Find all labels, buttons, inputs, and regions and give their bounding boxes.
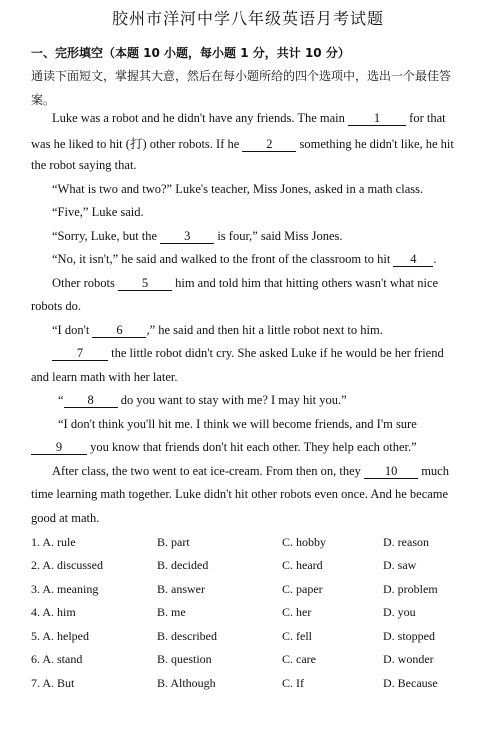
- passage-line: [31, 440, 417, 455]
- text: .: [433, 252, 437, 266]
- blank-1: 1: [348, 112, 406, 126]
- blank-8: 8: [64, 394, 118, 408]
- passage-line: [31, 134, 454, 152]
- blank-2: 2: [242, 138, 296, 152]
- text: much: [418, 464, 449, 478]
- option-d[interactable]: D. stopped: [383, 629, 435, 643]
- option-a[interactable]: 7. A. But: [31, 676, 75, 690]
- passage-line: robots do.: [31, 299, 81, 313]
- passage-line: time learning math together. Luke didn't hit other robots even once. And he became: [31, 487, 449, 501]
- text: After class, the two went to eat ice-cream. From then on, they: [52, 464, 365, 478]
- passage-line: good at math.: [31, 511, 100, 525]
- text: ,” he said and then hit a little robot next to him.: [146, 323, 383, 337]
- blank-3: 3: [160, 230, 214, 244]
- text: is four,” said Miss Jones.: [214, 229, 343, 243]
- option-d[interactable]: D. wonder: [383, 652, 434, 666]
- option-b[interactable]: B. answer: [157, 582, 205, 596]
- text: you know that friends don't hit each other. They help each other.”: [87, 440, 417, 454]
- option-a[interactable]: 2. A. discussed: [31, 558, 103, 572]
- option-d[interactable]: D. saw: [383, 558, 417, 572]
- option-a[interactable]: 5. A. helped: [31, 629, 89, 643]
- passage-line: “Five,” Luke said.: [52, 205, 144, 219]
- passage-line: the robot saying that.: [31, 158, 137, 172]
- instructions: 通读下面短文，掌握其大意，然后在每小题所给的四个选项中，选出一个最佳答案。: [31, 69, 452, 107]
- blank-6: 6: [92, 324, 146, 338]
- passage-line: [52, 323, 383, 338]
- passage-line: [52, 464, 449, 479]
- option-c[interactable]: C. If: [282, 676, 304, 690]
- blank-4: 4: [393, 253, 433, 267]
- option-d[interactable]: D. problem: [383, 582, 438, 596]
- option-c[interactable]: C. paper: [282, 582, 323, 596]
- passage-line: [52, 229, 343, 244]
- option-c[interactable]: C. fell: [282, 629, 312, 643]
- text: the little robot didn't cry. She asked Luke if he would be her friend: [108, 346, 444, 360]
- text: him and told him that hitting others wasn't what nice: [171, 276, 439, 290]
- blank-9: 9: [31, 441, 87, 455]
- option-b[interactable]: B. part: [157, 535, 190, 549]
- passage-line: “I don't think you'll hit me. I think we will become friends, and I'm sure: [58, 417, 417, 431]
- blank-10: 10: [364, 465, 418, 479]
- section-heading: 一、完形填空（本题 10 小题，每小题 1 分，共计 10 分）: [31, 46, 350, 60]
- passage-line: “What is two and two?” Luke's teacher, Miss Jones, asked in a math class.: [52, 182, 424, 196]
- text: do you want to stay with me? I may hit you.”: [117, 393, 347, 407]
- passage-line: and learn math with her later.: [31, 370, 178, 384]
- option-a[interactable]: 1. A. rule: [31, 535, 76, 549]
- text: Other robots: [52, 276, 118, 290]
- text: Luke was a robot and he didn't have any friends. The main: [52, 111, 349, 125]
- exam-title: 胶州市洋河中学八年级英语月考试题: [111, 9, 384, 28]
- option-c[interactable]: C. care: [282, 652, 316, 666]
- text: something he didn't like, he hit: [296, 137, 454, 151]
- passage-line: [52, 252, 437, 267]
- text: “I don't: [52, 323, 93, 337]
- option-c[interactable]: C. hobby: [282, 535, 327, 549]
- text: “: [58, 393, 64, 407]
- option-b[interactable]: B. decided: [157, 558, 209, 572]
- blank-7: 7: [52, 347, 108, 361]
- passage-line: [52, 111, 446, 126]
- text: “Sorry, Luke, but the: [52, 229, 161, 243]
- text: “No, it isn't,” he said and walked to the front of the classroom to hit: [52, 252, 394, 266]
- option-b[interactable]: B. question: [157, 652, 212, 666]
- option-c[interactable]: C. heard: [282, 558, 323, 572]
- option-d[interactable]: D. Because: [383, 676, 438, 690]
- option-a[interactable]: 3. A. meaning: [31, 582, 99, 596]
- passage-line: [52, 346, 444, 361]
- text: for that: [406, 111, 446, 125]
- option-b[interactable]: B. me: [157, 605, 186, 619]
- option-b[interactable]: B. Although: [157, 676, 216, 690]
- option-d[interactable]: D. you: [383, 605, 416, 619]
- option-c[interactable]: C. her: [282, 605, 312, 619]
- passage-line: [58, 393, 347, 408]
- text: was he liked to hit (打) other robots. If he: [31, 137, 243, 151]
- option-a[interactable]: 6. A. stand: [31, 652, 83, 666]
- option-d[interactable]: D. reason: [383, 535, 429, 549]
- passage-line: [52, 276, 438, 291]
- option-a[interactable]: 4. A. him: [31, 605, 76, 619]
- option-b[interactable]: B. described: [157, 629, 217, 643]
- blank-5: 5: [118, 277, 172, 291]
